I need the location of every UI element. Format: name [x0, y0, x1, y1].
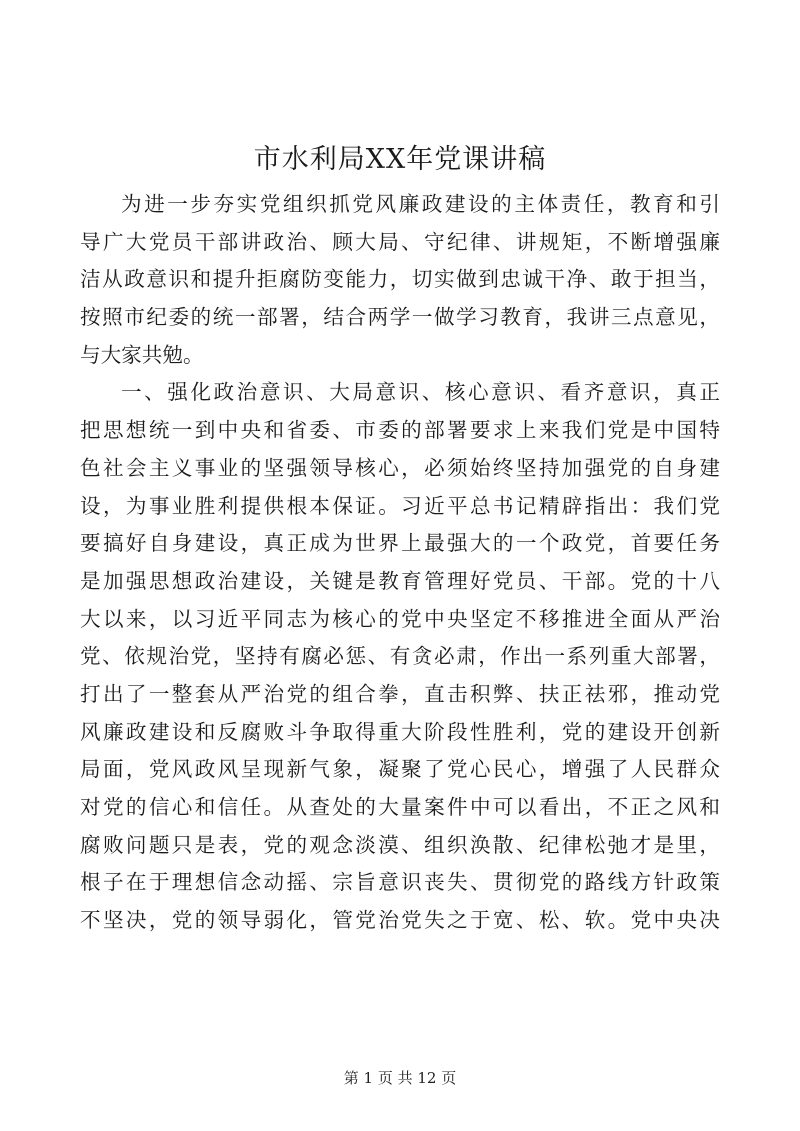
text-line: 腐败问题只是表，党的观念淡漠、组织涣散、纪律松弛才是里， — [80, 832, 720, 857]
page-footer: 第 1 页 共 12 页 — [343, 1069, 457, 1087]
text-line: 大以来，以习近平同志为核心的党中央坚定不移推进全面从严治 — [80, 606, 720, 631]
paragraph-intro — [80, 186, 720, 374]
text-line: 局面，党风政风呈现新气象，凝聚了党心民心，增强了人民群众 — [80, 757, 720, 782]
text-line: 为进一步夯实党组织抓党风廉政建设的主体责任，教育和引 — [121, 192, 720, 216]
text-line: 是加强思想政治建设，关键是教育管理好党员、干部。党的十八 — [80, 568, 720, 593]
text-line: 党、依规治党，坚持有腐必惩、有贪必肃，作出一系列重大部署， — [80, 644, 720, 669]
paragraph-section-one — [80, 374, 720, 939]
text-line: 要搞好自身建设，真正成为世界上最强大的一个政党，首要任务 — [80, 531, 720, 556]
text-line: 导广大党员干部讲政治、顾大局、守纪律、讲规矩，不断增强廉 — [80, 229, 720, 254]
text-line: 不坚决，党的领导弱化，管党治党失之于宽、松、软。党中央决 — [80, 908, 720, 933]
text-line: 对党的信心和信任。从查处的大量案件中可以看出，不正之风和 — [80, 795, 720, 819]
text-line: 色社会主义事业的坚强领导核心，必须始终坚持加强党的自身建 — [80, 455, 720, 480]
text-line: 打出了一整套从严治党的组合拳，直击积弊、扶正祛邪，推动党 — [80, 681, 720, 706]
text-line: 洁从政意识和提升拒腐防变能力，切实做到忠诚干净、敢于担当， — [80, 267, 720, 292]
document-body — [80, 186, 720, 940]
text-line: 风廉政建设和反腐败斗争取得重大阶段性胜利，党的建设开创新 — [80, 719, 720, 744]
document-title: 市水利局XX年党课讲稿 — [253, 144, 547, 175]
text-line: 一、强化政治意识、大局意识、核心意识、看齐意识，真正 — [121, 380, 720, 405]
text-line: 与大家共勉。 — [80, 342, 204, 367]
text-line: 根子在于理想信念动摇、宗旨意识丧失、贯彻党的路线方针政策 — [80, 870, 720, 895]
text-line: 设，为事业胜利提供根本保证。习近平总书记精辟指出：我们党 — [80, 493, 720, 518]
text-line: 把思想统一到中央和省委、市委的部署要求上来我们党是中国特 — [80, 418, 720, 443]
text-line: 按照市纪委的统一部署，结合两学一做学习教育，我讲三点意见， — [80, 305, 720, 330]
